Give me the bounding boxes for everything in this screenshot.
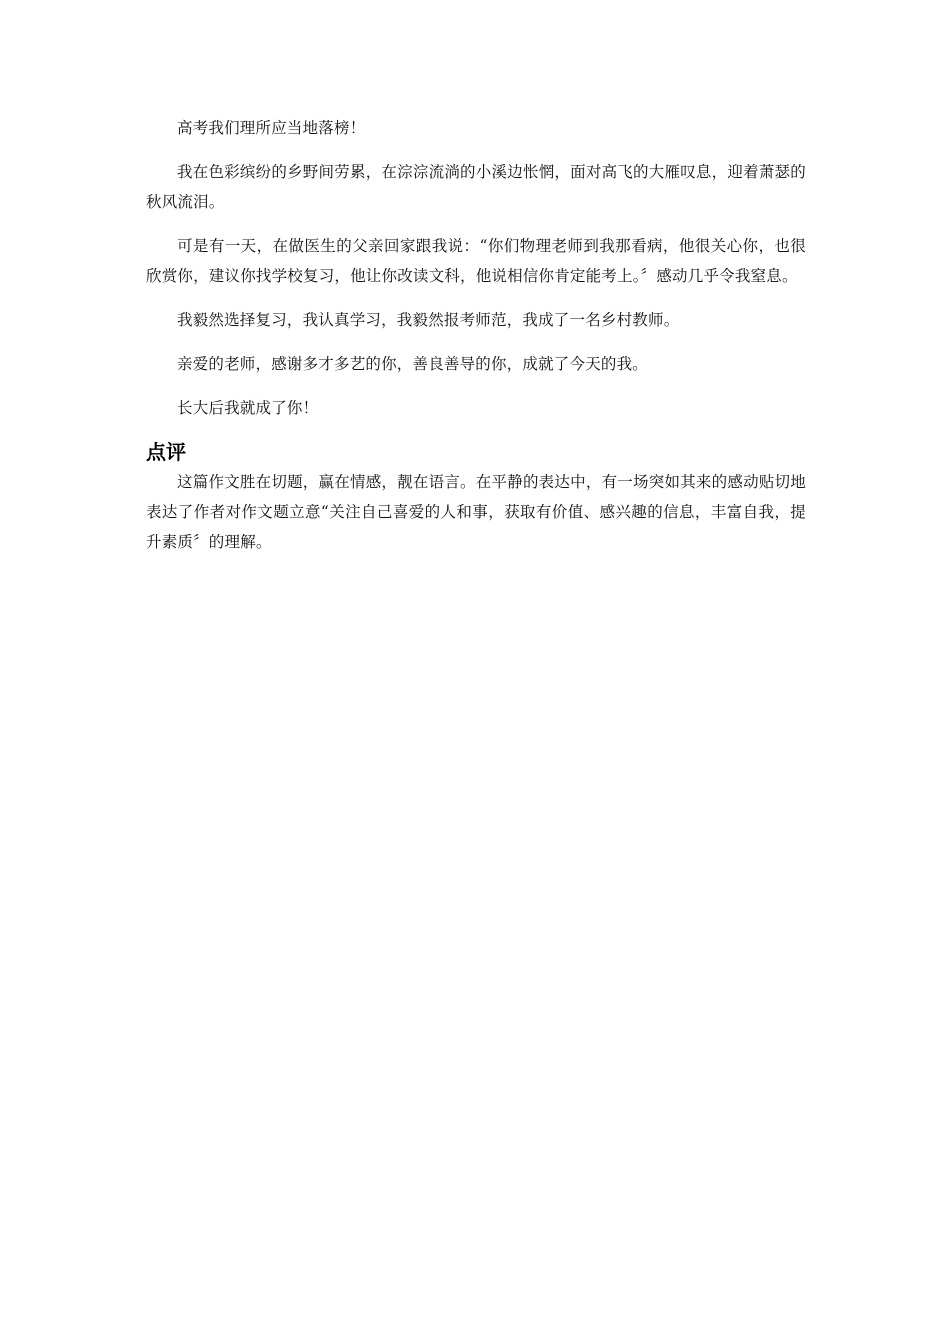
review-heading: 点评 bbox=[146, 440, 186, 464]
essay-paragraph: 亲爱的老师，感谢多才多艺的你，善良善导的你，成就了今天的我。 bbox=[177, 355, 649, 373]
essay-paragraph: 高考我们理所应当地落榜！ bbox=[177, 119, 366, 137]
essay-paragraph: 长大后我就成了你！ bbox=[177, 399, 319, 417]
essay-paragraph: 可是有一天，在做医生的父亲回家跟我说：“你们物理老师到我那看病，他很关心你，也很欣赏你，建议你找学校复习，他让你改读文科，他说相信你肯定能考上。〞感动几乎令我窒息。 bbox=[146, 237, 806, 285]
essay-body bbox=[146, 113, 806, 571]
essay-paragraph: 我毅然选择复习，我认真学习，我毅然报考师范，我成了一名乡村教师。 bbox=[177, 311, 680, 329]
review-text: 这篇作文胜在切题，赢在情感，靓在语言。在平静的表达中，有一场突如其来的感动贴切地表达了作者对作文题立意“关注自己喜爱的人和事，获取有价值、感兴趣的信息，丰富自我，提升素质〞的理解。 bbox=[146, 473, 806, 551]
essay-paragraph: 我在色彩缤纷的乡野间劳累，在淙淙流淌的小溪边怅惘，面对高飞的大雁叹息，迎着萧瑟的秋风流泪。 bbox=[146, 163, 806, 211]
